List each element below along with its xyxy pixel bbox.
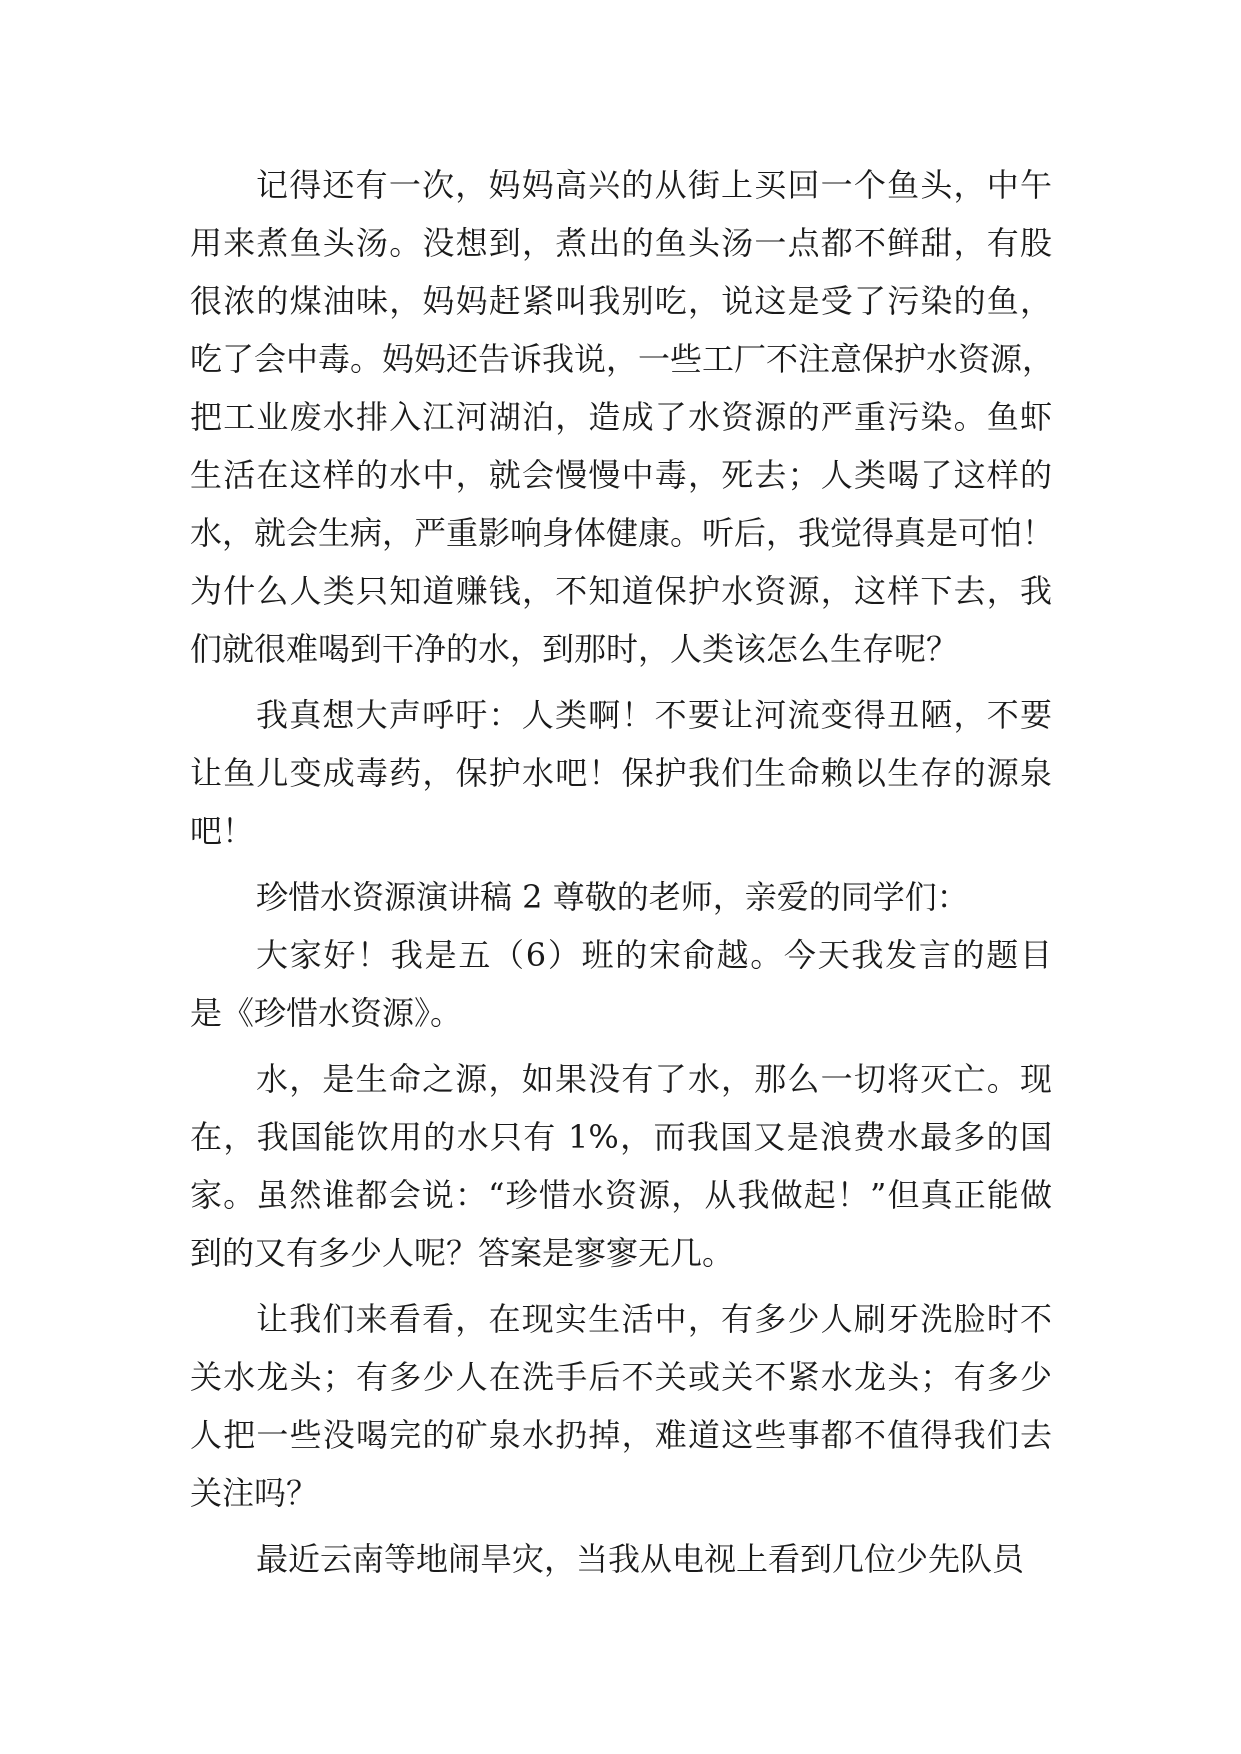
paragraph	[190, 156, 1055, 678]
text-line: 用来煮鱼头汤。没想到，煮出的鱼头汤一点都不鲜甜，有股	[190, 224, 1052, 262]
text-line: 人把一些没喝完的矿泉水扔掉，难道这些事都不值得我们去	[190, 1416, 1052, 1454]
text-line: 吧！	[190, 812, 255, 850]
text-line: 让我们来看看，在现实生活中，有多少人刷牙洗脸时不	[256, 1300, 1052, 1338]
paragraph	[190, 686, 1052, 860]
text-line: 到的又有多少人呢？答案是寥寥无几。	[190, 1234, 735, 1272]
text-line: 吃了会中毒。妈妈还告诉我说，一些工厂不注意保护水资源，	[190, 340, 1055, 378]
text-line: 关注吗？	[190, 1474, 319, 1512]
text-line: 家。虽然谁都会说：“珍惜水资源，从我做起！”但真正能做	[190, 1176, 1052, 1214]
text-line: 们就很难喝到干净的水，到那时，人类该怎么生存呢？	[190, 630, 959, 668]
text-line: 为什么人类只知道赚钱，不知道保护水资源，这样下去，我	[190, 572, 1052, 610]
text-line: 水，是生命之源，如果没有了水，那么一切将灭亡。现	[256, 1060, 1052, 1098]
text-line: 大家好！我是五（6）班的宋俞越。今天我发言的题目	[256, 936, 1052, 974]
text-line: 把工业废水排入江河湖泊，造成了水资源的严重污染。鱼虾	[190, 398, 1052, 436]
body-text	[190, 156, 1055, 1588]
text-line: 记得还有一次，妈妈高兴的从街上买回一个鱼头，中午	[256, 166, 1052, 204]
paragraph	[190, 1530, 1052, 1588]
paragraph	[190, 926, 1052, 1042]
text-line: 是《珍惜水资源》。	[190, 994, 463, 1032]
section-heading: 珍惜水资源演讲稿 2 尊敬的老师，亲爱的同学们：	[256, 878, 969, 916]
paragraph	[190, 868, 1052, 926]
text-line: 让鱼儿变成毒药，保护水吧！保护我们生命赖以生存的源泉	[190, 754, 1052, 792]
text-line: 最近云南等地闹旱灾，当我从电视上看到几位少先队员	[256, 1540, 1025, 1578]
text-line: 在，我国能饮用的水只有 1%，而我国又是浪费水最多的国	[190, 1118, 1052, 1156]
paragraph	[190, 1050, 1052, 1282]
text-line: 我真想大声呼吁：人类啊！不要让河流变得丑陋，不要	[256, 696, 1052, 734]
text-line: 水，就会生病，严重影响身体健康。听后，我觉得真是可怕！	[190, 514, 1055, 552]
text-line: 很浓的煤油味，妈妈赶紧叫我别吃，说这是受了污染的鱼，	[190, 282, 1052, 320]
text-line: 生活在这样的水中，就会慢慢中毒，死去；人类喝了这样的	[190, 456, 1052, 494]
paragraph	[190, 1290, 1052, 1522]
text-line: 关水龙头；有多少人在洗手后不关或关不紧水龙头；有多少	[190, 1358, 1052, 1396]
